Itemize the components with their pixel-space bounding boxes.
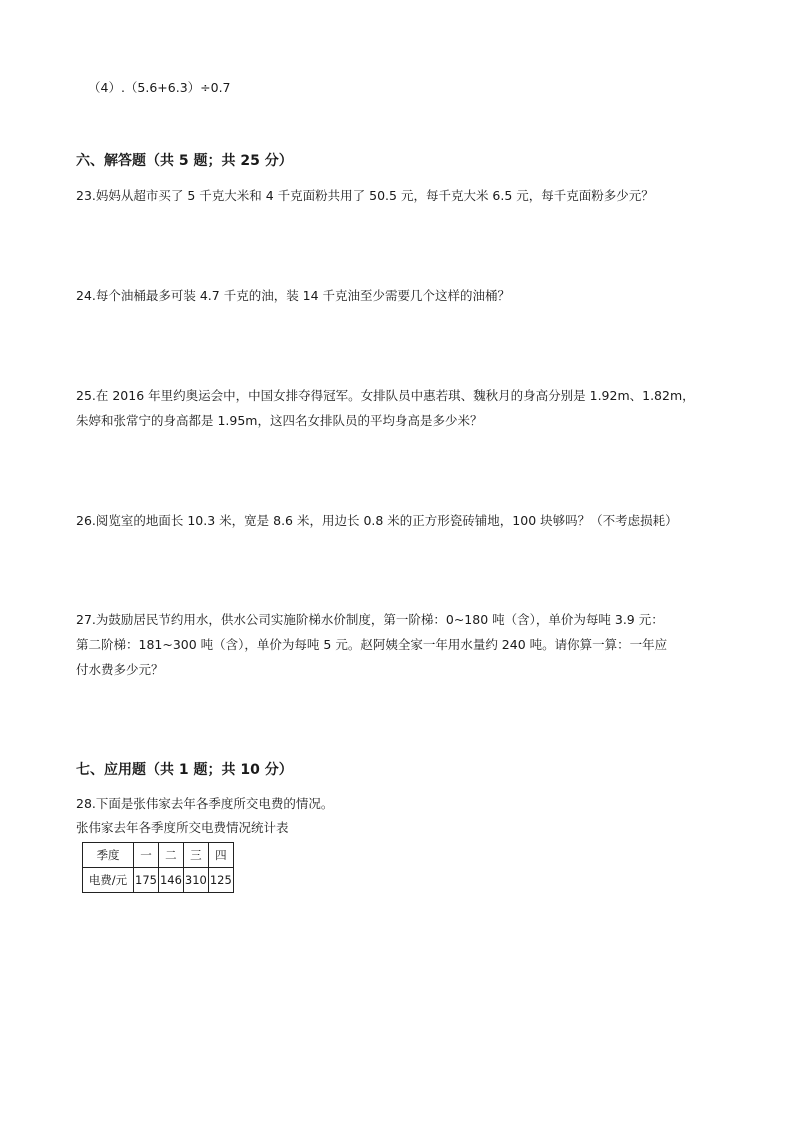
question-25-line-1: 25.在 2016 年里约奥运会中，中国女排夺得冠军。女排队员中惠若琪、魏秋月的身高分别是 1.92m、1.82m， <box>76 388 695 403</box>
table-cell: 四 <box>208 843 233 868</box>
section-7-title: 七、应用题（共 1 题；共 10 分） <box>76 762 293 778</box>
question-28: 28.下面是张伟家去年各季度所交电费的情况。 <box>76 796 334 811</box>
question-24: 24.每个油桶最多可装 4.7 千克的油，装 14 千克油至少需要几个这样的油桶？ <box>76 288 511 303</box>
table-cell: 310 <box>183 868 208 893</box>
table-cell: 二 <box>158 843 183 868</box>
table-cell: 175 <box>134 868 159 893</box>
question-25-line-2: 朱婷和张常宁的身高都是 1.95m，这四名女排队员的平均身高是多少米？ <box>76 413 483 428</box>
table-cell: 一 <box>134 843 159 868</box>
table-cell: 三 <box>183 843 208 868</box>
problem-4: （4）.（5.6+6.3）÷0.7 <box>88 80 231 95</box>
question-23: 23.妈妈从超市买了 5 千克大米和 4 千克面粉共用了 50.5 元，每千克大米 6.5 元，每千克面粉多少元？ <box>76 188 654 203</box>
table-title: 张伟家去年各季度所交电费情况统计表 <box>76 820 289 835</box>
question-27-line-2: 第二阶梯：181~300 吨（含），单价为每吨 5 元。赵阿姨全家一年用水量约 240 吨。请你算一算：一年应 <box>76 637 668 652</box>
table-cell: 146 <box>158 868 183 893</box>
question-26: 26.阅览室的地面长 10.3 米，宽是 8.6 米，用边长 0.8 米的正方形瓷砖铺地，100 块够吗？（不考虑损耗） <box>76 513 678 528</box>
question-27-line-1: 27.为鼓励居民节约用水，供水公司实施阶梯水价制度，第一阶梯：0~180 吨（含），单价为每吨 3.9 元： <box>76 612 664 627</box>
table-cell: 125 <box>208 868 233 893</box>
table-header-cell: 电费/元 <box>83 868 134 893</box>
question-27-line-3: 付水费多少元？ <box>76 662 164 677</box>
table-header-cell: 季度 <box>83 843 134 868</box>
section-6-title: 六、解答题（共 5 题；共 25 分） <box>76 153 293 169</box>
electricity-fee-table <box>82 842 234 893</box>
table-row <box>83 868 234 893</box>
table-row <box>83 843 234 868</box>
